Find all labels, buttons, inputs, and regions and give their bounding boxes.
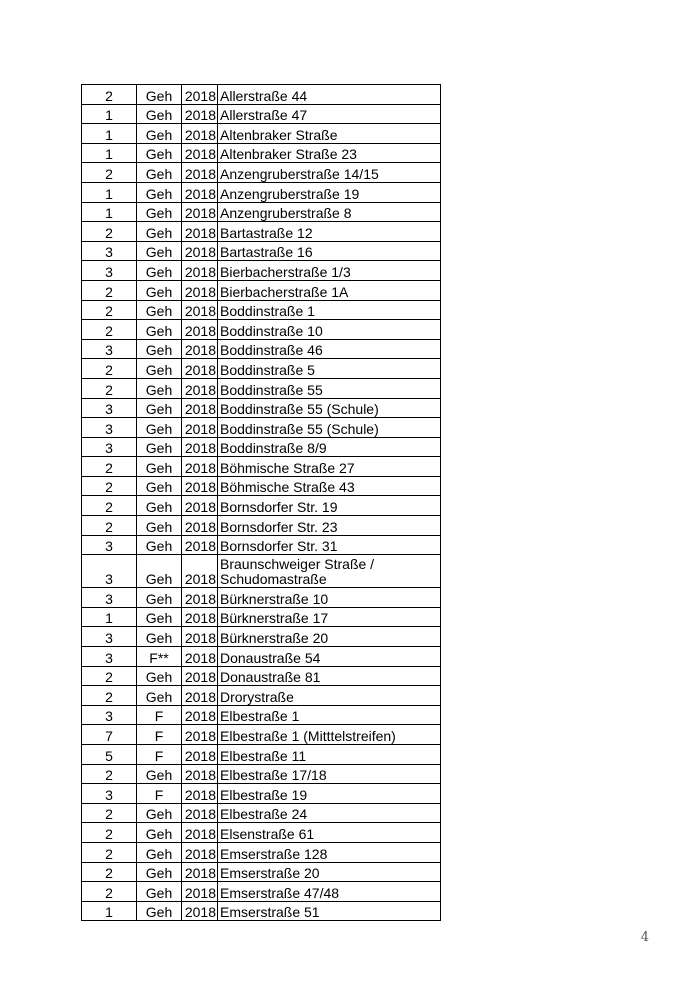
address-cell: Bürknerstraße 10 [218,588,441,608]
table-row [82,143,441,163]
count-cell: 2 [82,378,137,398]
address-cell: Elbestraße 19 [218,784,441,804]
type-cell: Geh [137,182,182,202]
count-cell: 2 [82,476,137,496]
type-cell: Geh [137,496,182,516]
type-cell: Geh [137,339,182,359]
count-cell: 1 [82,104,137,124]
count-cell: 3 [82,784,137,804]
address-cell: Bierbacherstraße 1/3 [218,261,441,281]
year-cell: 2018 [182,143,218,163]
table-row [82,901,441,921]
type-cell: Geh [137,803,182,823]
count-cell: 3 [82,705,137,725]
table-row [82,555,441,588]
year-cell: 2018 [182,104,218,124]
address-cell: Donaustraße 81 [218,666,441,686]
type-cell: Geh [137,202,182,222]
year-cell: 2018 [182,202,218,222]
table-row [82,437,441,457]
address-cell: Boddinstraße 55 (Schule) [218,418,441,438]
table-row [82,222,441,242]
type-cell: Geh [137,104,182,124]
year-cell: 2018 [182,476,218,496]
table-row [82,163,441,183]
address-cell: Boddinstraße 10 [218,320,441,340]
table-row [82,764,441,784]
count-cell: 3 [82,627,137,647]
year-cell: 2018 [182,882,218,902]
table-row [82,666,441,686]
type-cell: Geh [137,555,182,588]
table-row [82,784,441,804]
count-cell: 2 [82,823,137,843]
year-cell: 2018 [182,686,218,706]
count-cell: 1 [82,143,137,163]
type-cell: Geh [137,666,182,686]
address-cell: Allerstraße 44 [218,85,441,105]
count-cell: 2 [82,842,137,862]
type-cell: Geh [137,588,182,608]
address-cell: Bartastraße 16 [218,241,441,261]
count-cell: 1 [82,182,137,202]
count-cell: 1 [82,202,137,222]
type-cell: Geh [137,261,182,281]
count-cell: 3 [82,647,137,667]
address-cell: Boddinstraße 55 (Schule) [218,398,441,418]
year-cell: 2018 [182,705,218,725]
count-cell: 2 [82,300,137,320]
type-cell: F** [137,647,182,667]
year-cell: 2018 [182,745,218,765]
address-table-body [82,85,441,921]
year-cell: 2018 [182,842,218,862]
type-cell: Geh [137,882,182,902]
type-cell: Geh [137,124,182,144]
address-cell: Elbestraße 11 [218,745,441,765]
type-cell: Geh [137,862,182,882]
count-cell: 2 [82,516,137,536]
table-row [82,803,441,823]
type-cell: F [137,725,182,745]
type-cell: Geh [137,222,182,242]
type-cell: F [137,745,182,765]
count-cell: 3 [82,437,137,457]
count-cell: 3 [82,418,137,438]
count-cell: 3 [82,339,137,359]
address-cell: Bierbacherstraße 1A [218,280,441,300]
type-cell: Geh [137,280,182,300]
table-row [82,85,441,105]
table-row [82,607,441,627]
count-cell: 3 [82,398,137,418]
table-row [82,647,441,667]
year-cell: 2018 [182,339,218,359]
year-cell: 2018 [182,320,218,340]
year-cell: 2018 [182,784,218,804]
address-cell: Elbestraße 1 [218,705,441,725]
table-row [82,104,441,124]
address-cell: Bornsdorfer Str. 19 [218,496,441,516]
table-row [82,627,441,647]
type-cell: F [137,784,182,804]
count-cell: 2 [82,163,137,183]
year-cell: 2018 [182,555,218,588]
year-cell: 2018 [182,725,218,745]
address-cell: Altenbraker Straße 23 [218,143,441,163]
year-cell: 2018 [182,535,218,555]
type-cell: Geh [137,85,182,105]
type-cell: Geh [137,516,182,536]
address-cell: Elbestraße 24 [218,803,441,823]
type-cell: Geh [137,378,182,398]
type-cell: Geh [137,163,182,183]
year-cell: 2018 [182,261,218,281]
table-row [82,725,441,745]
type-cell: Geh [137,398,182,418]
address-cell: Donaustraße 54 [218,647,441,667]
table-row [82,182,441,202]
year-cell: 2018 [182,85,218,105]
year-cell: 2018 [182,764,218,784]
table-row [82,842,441,862]
table-row [82,823,441,843]
address-cell: Bürknerstraße 17 [218,607,441,627]
year-cell: 2018 [182,607,218,627]
year-cell: 2018 [182,222,218,242]
table-row [82,378,441,398]
year-cell: 2018 [182,418,218,438]
year-cell: 2018 [182,823,218,843]
type-cell: Geh [137,143,182,163]
address-cell: Boddinstraße 8/9 [218,437,441,457]
table-row [82,124,441,144]
count-cell: 2 [82,280,137,300]
table-row [82,202,441,222]
type-cell: F [137,705,182,725]
year-cell: 2018 [182,496,218,516]
count-cell: 5 [82,745,137,765]
address-cell: Anzengruberstraße 14/15 [218,163,441,183]
address-cell: Emserstraße 128 [218,842,441,862]
count-cell: 2 [82,803,137,823]
address-cell: Bartastraße 12 [218,222,441,242]
count-cell: 1 [82,607,137,627]
table-row [82,359,441,379]
year-cell: 2018 [182,359,218,379]
type-cell: Geh [137,320,182,340]
table-row [82,457,441,477]
year-cell: 2018 [182,588,218,608]
table-row [82,862,441,882]
table-row [82,398,441,418]
year-cell: 2018 [182,803,218,823]
count-cell: 1 [82,124,137,144]
year-cell: 2018 [182,647,218,667]
year-cell: 2018 [182,627,218,647]
type-cell: Geh [137,607,182,627]
table-row [82,476,441,496]
address-cell: Anzengruberstraße 8 [218,202,441,222]
year-cell: 2018 [182,280,218,300]
address-cell: Boddinstraße 55 [218,378,441,398]
count-cell: 3 [82,588,137,608]
table-row [82,705,441,725]
address-table [81,84,441,921]
year-cell: 2018 [182,182,218,202]
year-cell: 2018 [182,300,218,320]
table-row [82,588,441,608]
address-cell: Böhmische Straße 43 [218,476,441,496]
address-cell: Anzengruberstraße 19 [218,182,441,202]
address-cell: Allerstraße 47 [218,104,441,124]
address-cell: Braunschweiger Straße / Schudomastraße [218,555,441,588]
address-cell: Drorystraße [218,686,441,706]
type-cell: Geh [137,901,182,921]
count-cell: 3 [82,241,137,261]
count-cell: 7 [82,725,137,745]
address-cell: Emserstraße 20 [218,862,441,882]
address-cell: Boddinstraße 46 [218,339,441,359]
address-cell: Emserstraße 51 [218,901,441,921]
year-cell: 2018 [182,378,218,398]
count-cell: 3 [82,535,137,555]
table-row [82,882,441,902]
address-cell: Altenbraker Straße [218,124,441,144]
address-cell: Bürknerstraße 20 [218,627,441,647]
address-cell: Elsenstraße 61 [218,823,441,843]
address-cell: Elbestraße 1 (Mitttelstreifen) [218,725,441,745]
address-cell: Bornsdorfer Str. 23 [218,516,441,536]
year-cell: 2018 [182,666,218,686]
count-cell: 2 [82,85,137,105]
count-cell: 2 [82,882,137,902]
year-cell: 2018 [182,437,218,457]
count-cell: 3 [82,261,137,281]
table-row [82,535,441,555]
address-cell: Bornsdorfer Str. 31 [218,535,441,555]
year-cell: 2018 [182,124,218,144]
table-row [82,496,441,516]
count-cell: 2 [82,686,137,706]
type-cell: Geh [137,457,182,477]
count-cell: 2 [82,862,137,882]
year-cell: 2018 [182,901,218,921]
type-cell: Geh [137,476,182,496]
count-cell: 2 [82,359,137,379]
address-cell: Emserstraße 47/48 [218,882,441,902]
table-row [82,241,441,261]
count-cell: 2 [82,457,137,477]
year-cell: 2018 [182,862,218,882]
table-row [82,745,441,765]
table-row [82,261,441,281]
year-cell: 2018 [182,516,218,536]
address-cell: Boddinstraße 1 [218,300,441,320]
year-cell: 2018 [182,398,218,418]
count-cell: 2 [82,222,137,242]
table-row [82,686,441,706]
address-cell: Boddinstraße 5 [218,359,441,379]
page-number: 4 [640,930,649,945]
type-cell: Geh [137,437,182,457]
type-cell: Geh [137,418,182,438]
count-cell: 2 [82,320,137,340]
count-cell: 2 [82,764,137,784]
type-cell: Geh [137,241,182,261]
type-cell: Geh [137,535,182,555]
table-row [82,320,441,340]
type-cell: Geh [137,300,182,320]
table-row [82,339,441,359]
type-cell: Geh [137,823,182,843]
table-row [82,300,441,320]
count-cell: 2 [82,496,137,516]
type-cell: Geh [137,686,182,706]
table-row [82,516,441,536]
year-cell: 2018 [182,457,218,477]
table-row [82,280,441,300]
count-cell: 3 [82,555,137,588]
year-cell: 2018 [182,163,218,183]
address-cell: Böhmische Straße 27 [218,457,441,477]
year-cell: 2018 [182,241,218,261]
count-cell: 1 [82,901,137,921]
count-cell: 2 [82,666,137,686]
type-cell: Geh [137,627,182,647]
address-cell: Elbestraße 17/18 [218,764,441,784]
table-row [82,418,441,438]
type-cell: Geh [137,359,182,379]
type-cell: Geh [137,842,182,862]
type-cell: Geh [137,764,182,784]
